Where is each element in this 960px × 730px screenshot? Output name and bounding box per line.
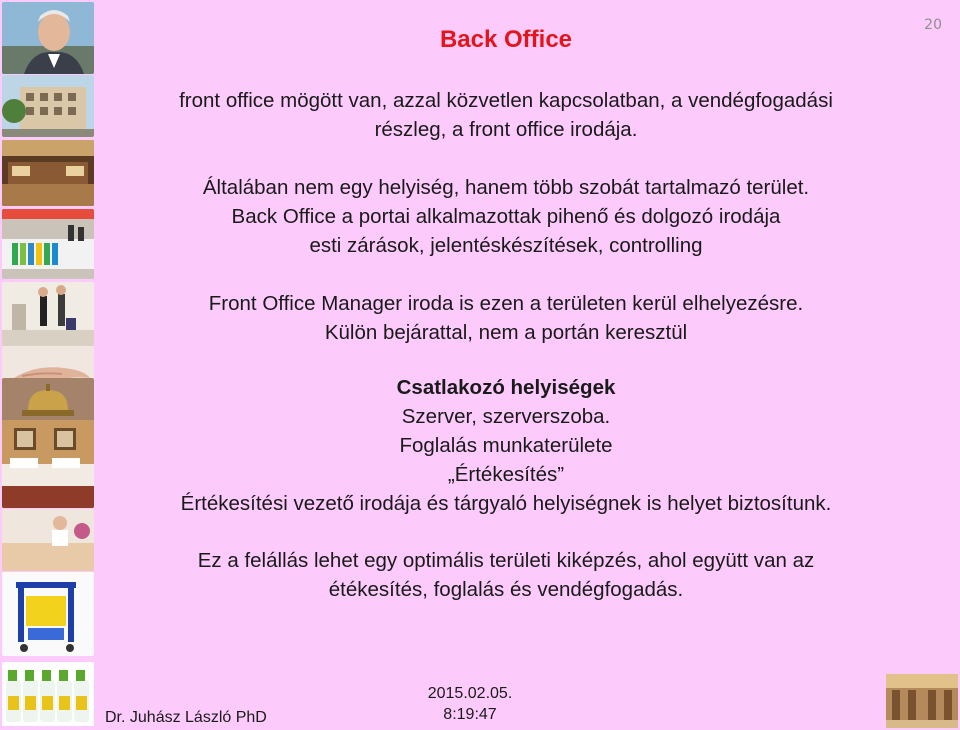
- text-line: Back Office a portai alkalmazottak pihenő és dolgozó irodája: [231, 205, 781, 228]
- lobby-counter-photo: [2, 209, 94, 279]
- hotel-building-photo: [2, 75, 94, 137]
- section-heading: Csatlakozó helyiségek: [396, 376, 616, 399]
- text-line: étékesítés, foglalás és vendégfogadás.: [328, 578, 684, 601]
- reception-desk-photo: [2, 140, 94, 206]
- text-line: Ez a felállás lehet egy optimális területi kiképzés, ahol együtt van az: [197, 549, 815, 572]
- service-bell-photo: [2, 378, 94, 422]
- slide-body: [100, 86, 912, 604]
- cleaning-cart-photo: [2, 572, 94, 656]
- text-line: Külön bejárattal, nem a portán keresztül: [324, 321, 688, 344]
- text-line: „Értékesítés”: [447, 463, 565, 486]
- hotel-lobby-photo: [886, 674, 958, 728]
- text-line: esti zárások, jelentéskészítések, controlling: [309, 234, 703, 257]
- receptionist-photo: [2, 509, 94, 571]
- text-line: Szerver, szerverszoba.: [401, 405, 611, 428]
- footer-time: 8:19:47: [443, 706, 497, 723]
- hotel-room-photo: [2, 420, 94, 508]
- text-line: részleg, a front office irodája.: [374, 118, 638, 141]
- footer-date: 2015.02.05.: [427, 685, 513, 702]
- footer-datetime: [390, 683, 550, 725]
- page-number: 20: [924, 17, 942, 33]
- slide-title: Back Office: [439, 26, 573, 53]
- cleaning-bottles-photo: [2, 662, 94, 726]
- text-line: Értékesítési vezető irodája és tárgyaló helyiségnek is helyet biztosítunk.: [180, 492, 832, 515]
- guests-with-luggage-photo: [2, 282, 94, 346]
- text-line: Front Office Manager iroda is ezen a területen kerül elhelyezésre.: [208, 292, 804, 315]
- text-line: front office mögött van, azzal közvetlen kapcsolatban, a vendégfogadási: [179, 89, 833, 112]
- footer-author: Dr. Juhász László PhD: [105, 709, 267, 726]
- sidebar-photo-strip: [2, 2, 94, 728]
- text-line: Foglalás munkaterülete: [399, 434, 613, 457]
- text-line: Általában nem egy helyiség, hanem több szobát tartalmazó terület.: [202, 176, 810, 199]
